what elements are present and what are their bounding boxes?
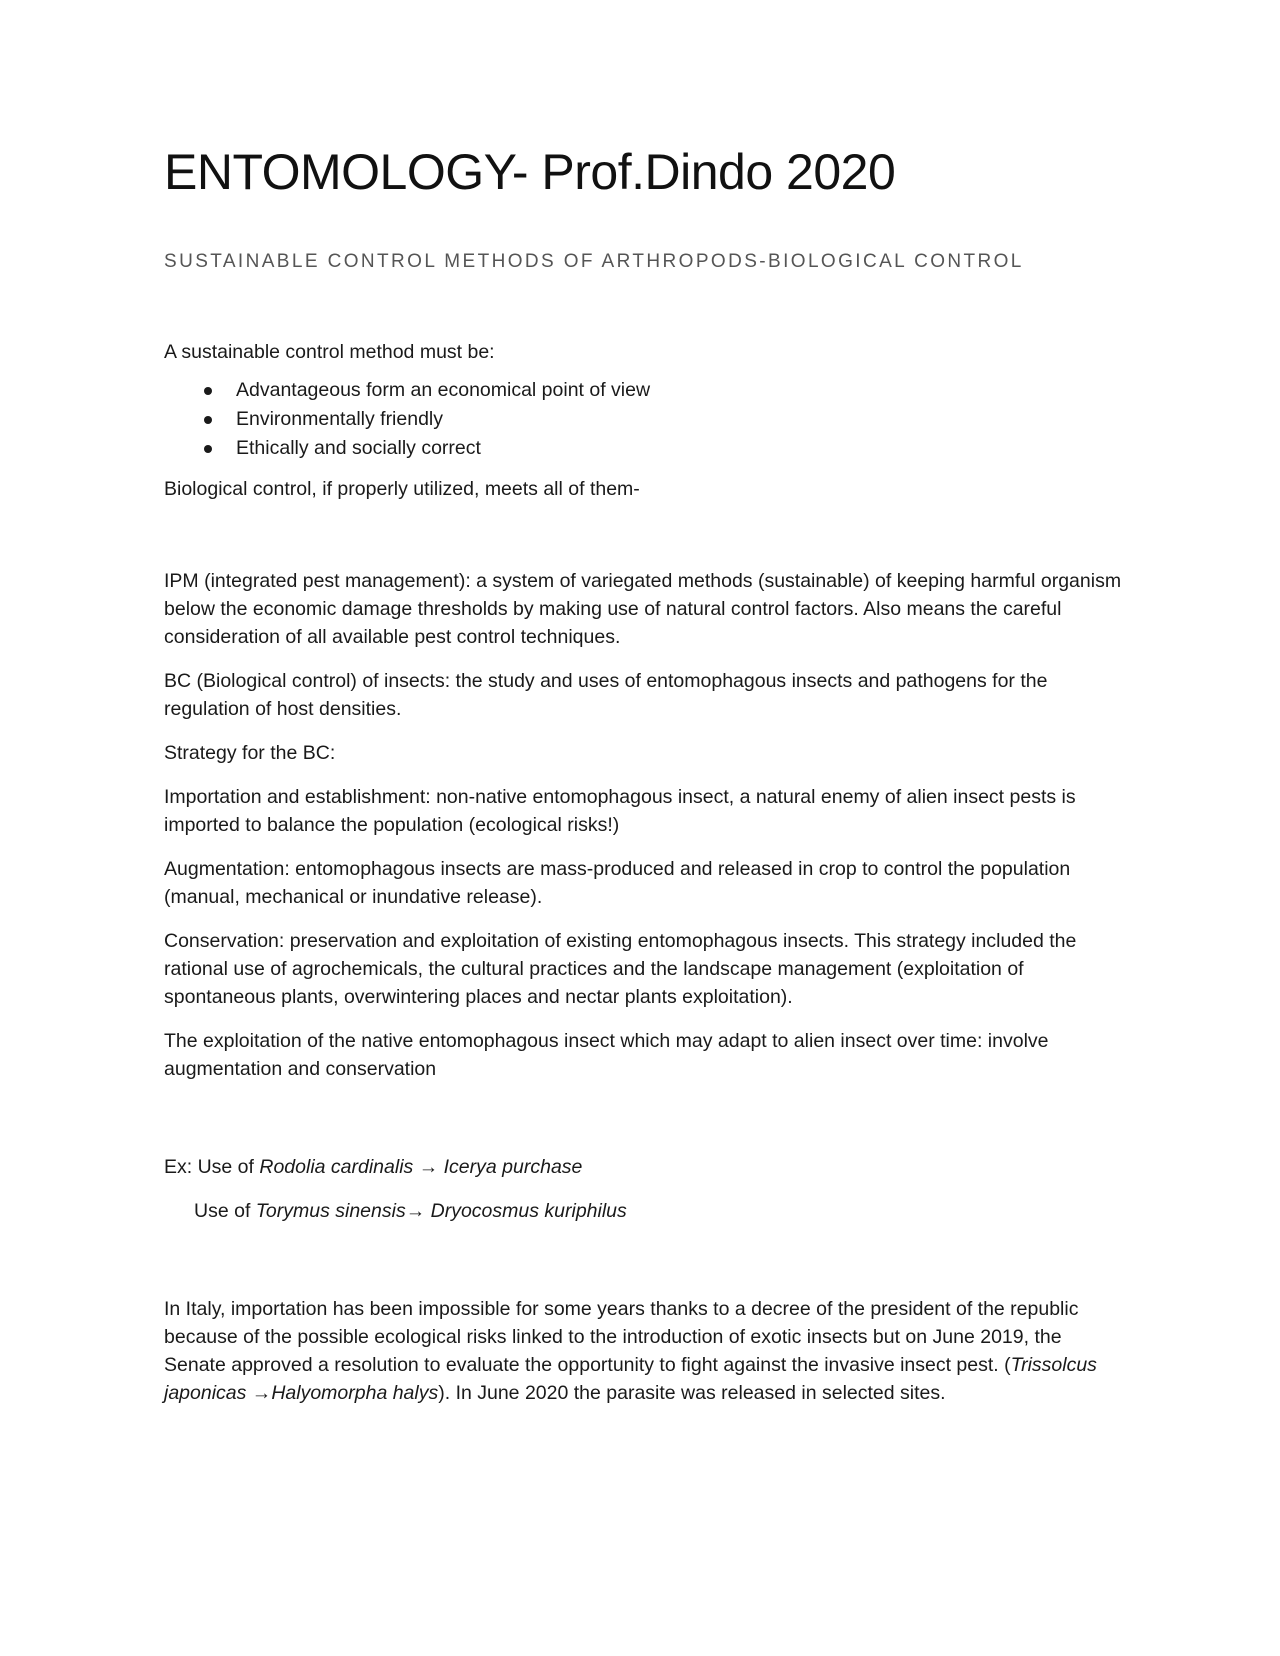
species-name: Torymus sinensis	[255, 1200, 406, 1222]
bullet-icon	[204, 445, 212, 453]
document-subtitle: SUSTAINABLE CONTROL METHODS OF ARTHROPODS-BIOLOGICAL CONTROL	[164, 251, 1024, 272]
bc-meets-paragraph: Biological control, if properly utilized, meets all of them-	[164, 478, 640, 500]
italy-suffix: ). In June 2020 the parasite was released in selected sites.	[438, 1382, 946, 1404]
arrow-icon: →	[405, 1200, 431, 1222]
strategy-heading: Strategy for the BC:	[164, 742, 336, 764]
document-title: ENTOMOLOGY- Prof.Dindo 2020	[164, 144, 896, 200]
intro-paragraph: A sustainable control method must be:	[164, 341, 495, 363]
species-name: Rodolia cardinalis	[259, 1156, 414, 1178]
document-body	[164, 338, 1124, 1423]
list-item	[164, 405, 1124, 434]
list-item-text: Ethically and socially correct	[236, 437, 481, 459]
bullet-icon	[204, 416, 212, 424]
bullet-icon	[204, 387, 212, 395]
bc-definition-paragraph: BC (Biological control) of insects: the study and uses of entomophagous insects and pathogens for the regulation of host densities.	[164, 670, 1048, 720]
list-item-text: Advantageous form an economical point of view	[236, 379, 651, 401]
example-line-1	[164, 1153, 1124, 1181]
native-paragraph: The exploitation of the native entomophagous insect which may adapt to alien insect over time: involve augmentation and conservation	[164, 1030, 1049, 1080]
example-prefix: Ex: Use of	[164, 1156, 260, 1178]
list-item	[164, 434, 1124, 463]
importation-paragraph: Importation and establishment: non-native entomophagous insect, a natural enemy of alien insect pests is imported to balance the population (ecological risks!)	[164, 786, 1076, 836]
species-name: Dryocosmus kuriphilus	[430, 1200, 627, 1222]
example-prefix: Use of	[194, 1200, 256, 1222]
ipm-paragraph: IPM (integrated pest management): a system of variegated methods (sustainable) of keeping harmful organism below the economic damage thresholds by making use of natural control factors. Also means the careful consideration of all available pest control techniques.	[164, 570, 1122, 648]
species-name: Trissolcus japonicas	[164, 1354, 1097, 1404]
species-name: Icerya purchase	[443, 1156, 583, 1178]
example-line-2	[164, 1197, 1124, 1225]
species-name: Halyomorpha halys	[271, 1382, 439, 1404]
italy-text: In Italy, importation has been impossible for some years thanks to a decree of the president of the republic because of the possible ecological risks linked to the introduction of exotic insects but on June 2019, the Senate approved a resolution to evaluate the opportunity to fight against the invasive insect pest. (	[164, 1298, 1079, 1376]
list-item-text: Environmentally friendly	[236, 408, 444, 430]
arrow-icon: →	[413, 1156, 444, 1178]
criteria-list	[164, 376, 1124, 463]
conservation-paragraph: Conservation: preservation and exploitation of existing entomophagous insects. This strategy included the rational use of agrochemicals, the cultural practices and the landscape management (exploitation of spontaneous plants, overwintering places and nectar plants exploitation).	[164, 930, 1077, 1008]
italy-paragraph	[164, 1295, 1124, 1407]
arrow-icon: →	[246, 1382, 272, 1404]
list-item	[164, 376, 1124, 405]
augmentation-paragraph: Augmentation: entomophagous insects are mass-produced and released in crop to control the population (manual, mechanical or inundative release).	[164, 858, 1071, 908]
